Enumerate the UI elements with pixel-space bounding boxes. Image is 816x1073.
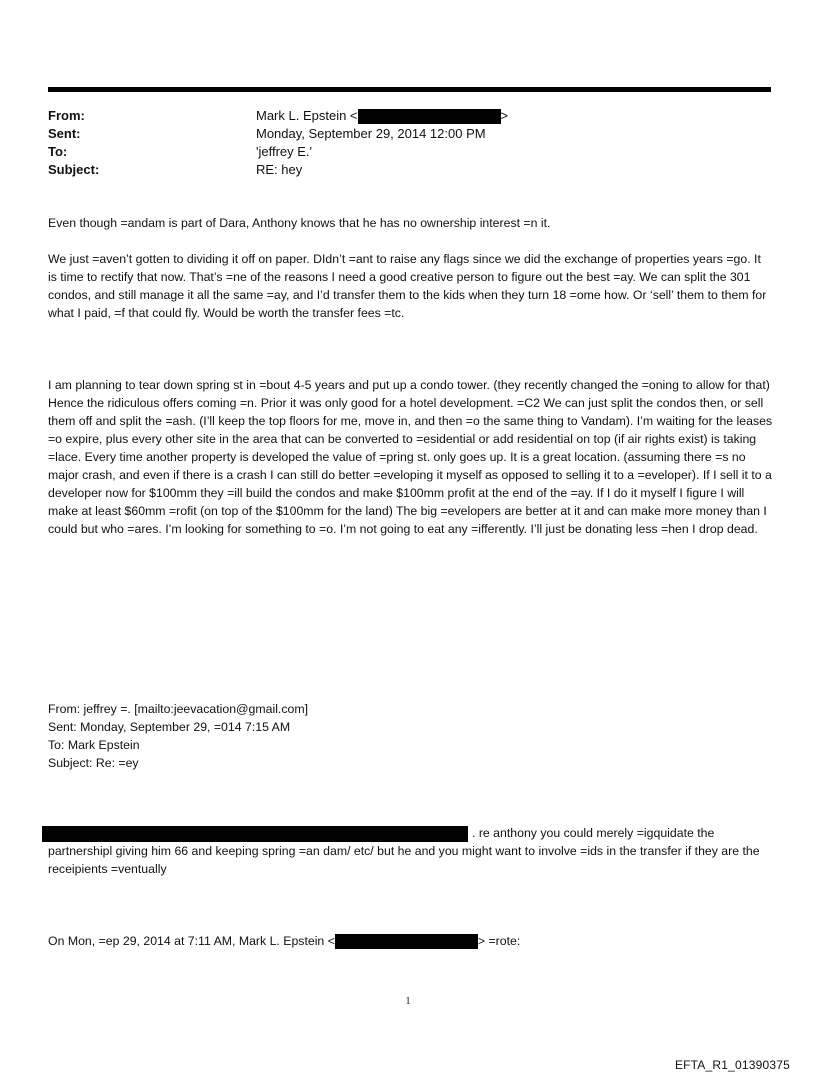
sent-label: Sent: [48,126,81,141]
email-header [48,107,771,179]
redaction-box [358,109,501,124]
from-value [256,107,508,125]
quoted-subject: Subject: Re: =ey [48,756,139,770]
subject-row [48,161,771,179]
from-name: Mark L. Epstein < [256,108,358,123]
sent-value: Monday, September 29, 2014 12:00 PM [256,126,486,141]
body-paragraph-2: We just =aven’t gotten to dividing it off on paper. DIdn’t =ant to raise any flags since we did the exchange of properties years =go. It is time to rectify that now. That’s =ne of the reasons I need a good creative person to figure out the best =ay. We can split the 301 condos, and still manage it all the same =ay, and I’d transfer them to the kids when they turn 18 =ome how. Or ‘sell’ them to them for what I paid, =f that could fly. Would be worth the transfer fees =tc. [48,252,767,320]
on-wrote-suffix: > =rote: [477,934,521,948]
quoted-from: From: jeffrey =. [mailto:jeevacation@gmail.com] [48,702,308,716]
quoted-to: To: Mark Epstein [48,738,140,752]
from-row [48,107,771,125]
reply-paragraph [48,824,773,878]
to-label: To: [48,144,68,159]
to-row [48,143,771,161]
redaction-box [42,826,468,842]
page-number: 1 [405,996,411,1007]
on-wrote-prefix: On Mon, =ep 29, 2014 at 7:11 AM, Mark L. Epstein < [48,934,335,948]
quoted-sent: Sent: Monday, September 29, =014 7:15 AM [48,720,291,734]
reply-rest: partnershipl giving him 66 and keeping spring =an dam/ etc/ but he and you might want to involve =ids in the transfer if they are the receipients =ventually [48,844,760,876]
subject-label: Subject: [48,162,100,177]
reply-lead: . re anthony you could merely =igquidate the [472,826,715,840]
quoted-header [48,700,308,772]
to-value: 'jeffrey E.' [256,144,313,159]
header-divider [48,87,771,92]
body-paragraph-3: I am planning to tear down spring st in =bout 4-5 years and put up a condo tower. (they recently changed the =oning to allow for that) Hence the ridiculous offers coming =n. Prior it was only good for a hotel development. =C2 We can just split the condos then, or sell them off and split the =ash. (I’ll keep the top floors for me, move in, and then =o the same thing to Vandam). I’m waiting for the leases =o expire, plus every other site in the area that can be converted to =esidential or add residential on top (if air rights exist) is taking =lace. Every time another property is developed the value of =pring st. only goes up. It is a great location. (assuming there =s no major crash, and even if there is a crash I can still do better =eveloping it myself as opposed to selling it to a =eveloper). If I sell it to a developer now for $100mm they =ill build the condos and make $100mm profit at the end of the =ay. If I do it myself I figure I will make at least $60mm =rofit (on top of the $100mm for the land) The big =evelopers are better at it and can make more money than I could but who =ares. I’m looking for something to =o. I’m not going to eat any =ifferently. I’ll just be donating less =hen I drop dead. [48,378,773,536]
from-label: From: [48,108,85,123]
subject-value: RE: hey [256,162,303,177]
document-id: EFTA_R1_01390375 [674,1058,790,1072]
body-paragraph-1: Even though =andam is part of Dara, Anthony knows that he has no ownership interest =n it. [48,216,551,230]
from-bracket: > [500,108,509,123]
on-wrote-line [48,932,773,950]
sent-row [48,125,771,143]
redaction-box [335,934,478,949]
